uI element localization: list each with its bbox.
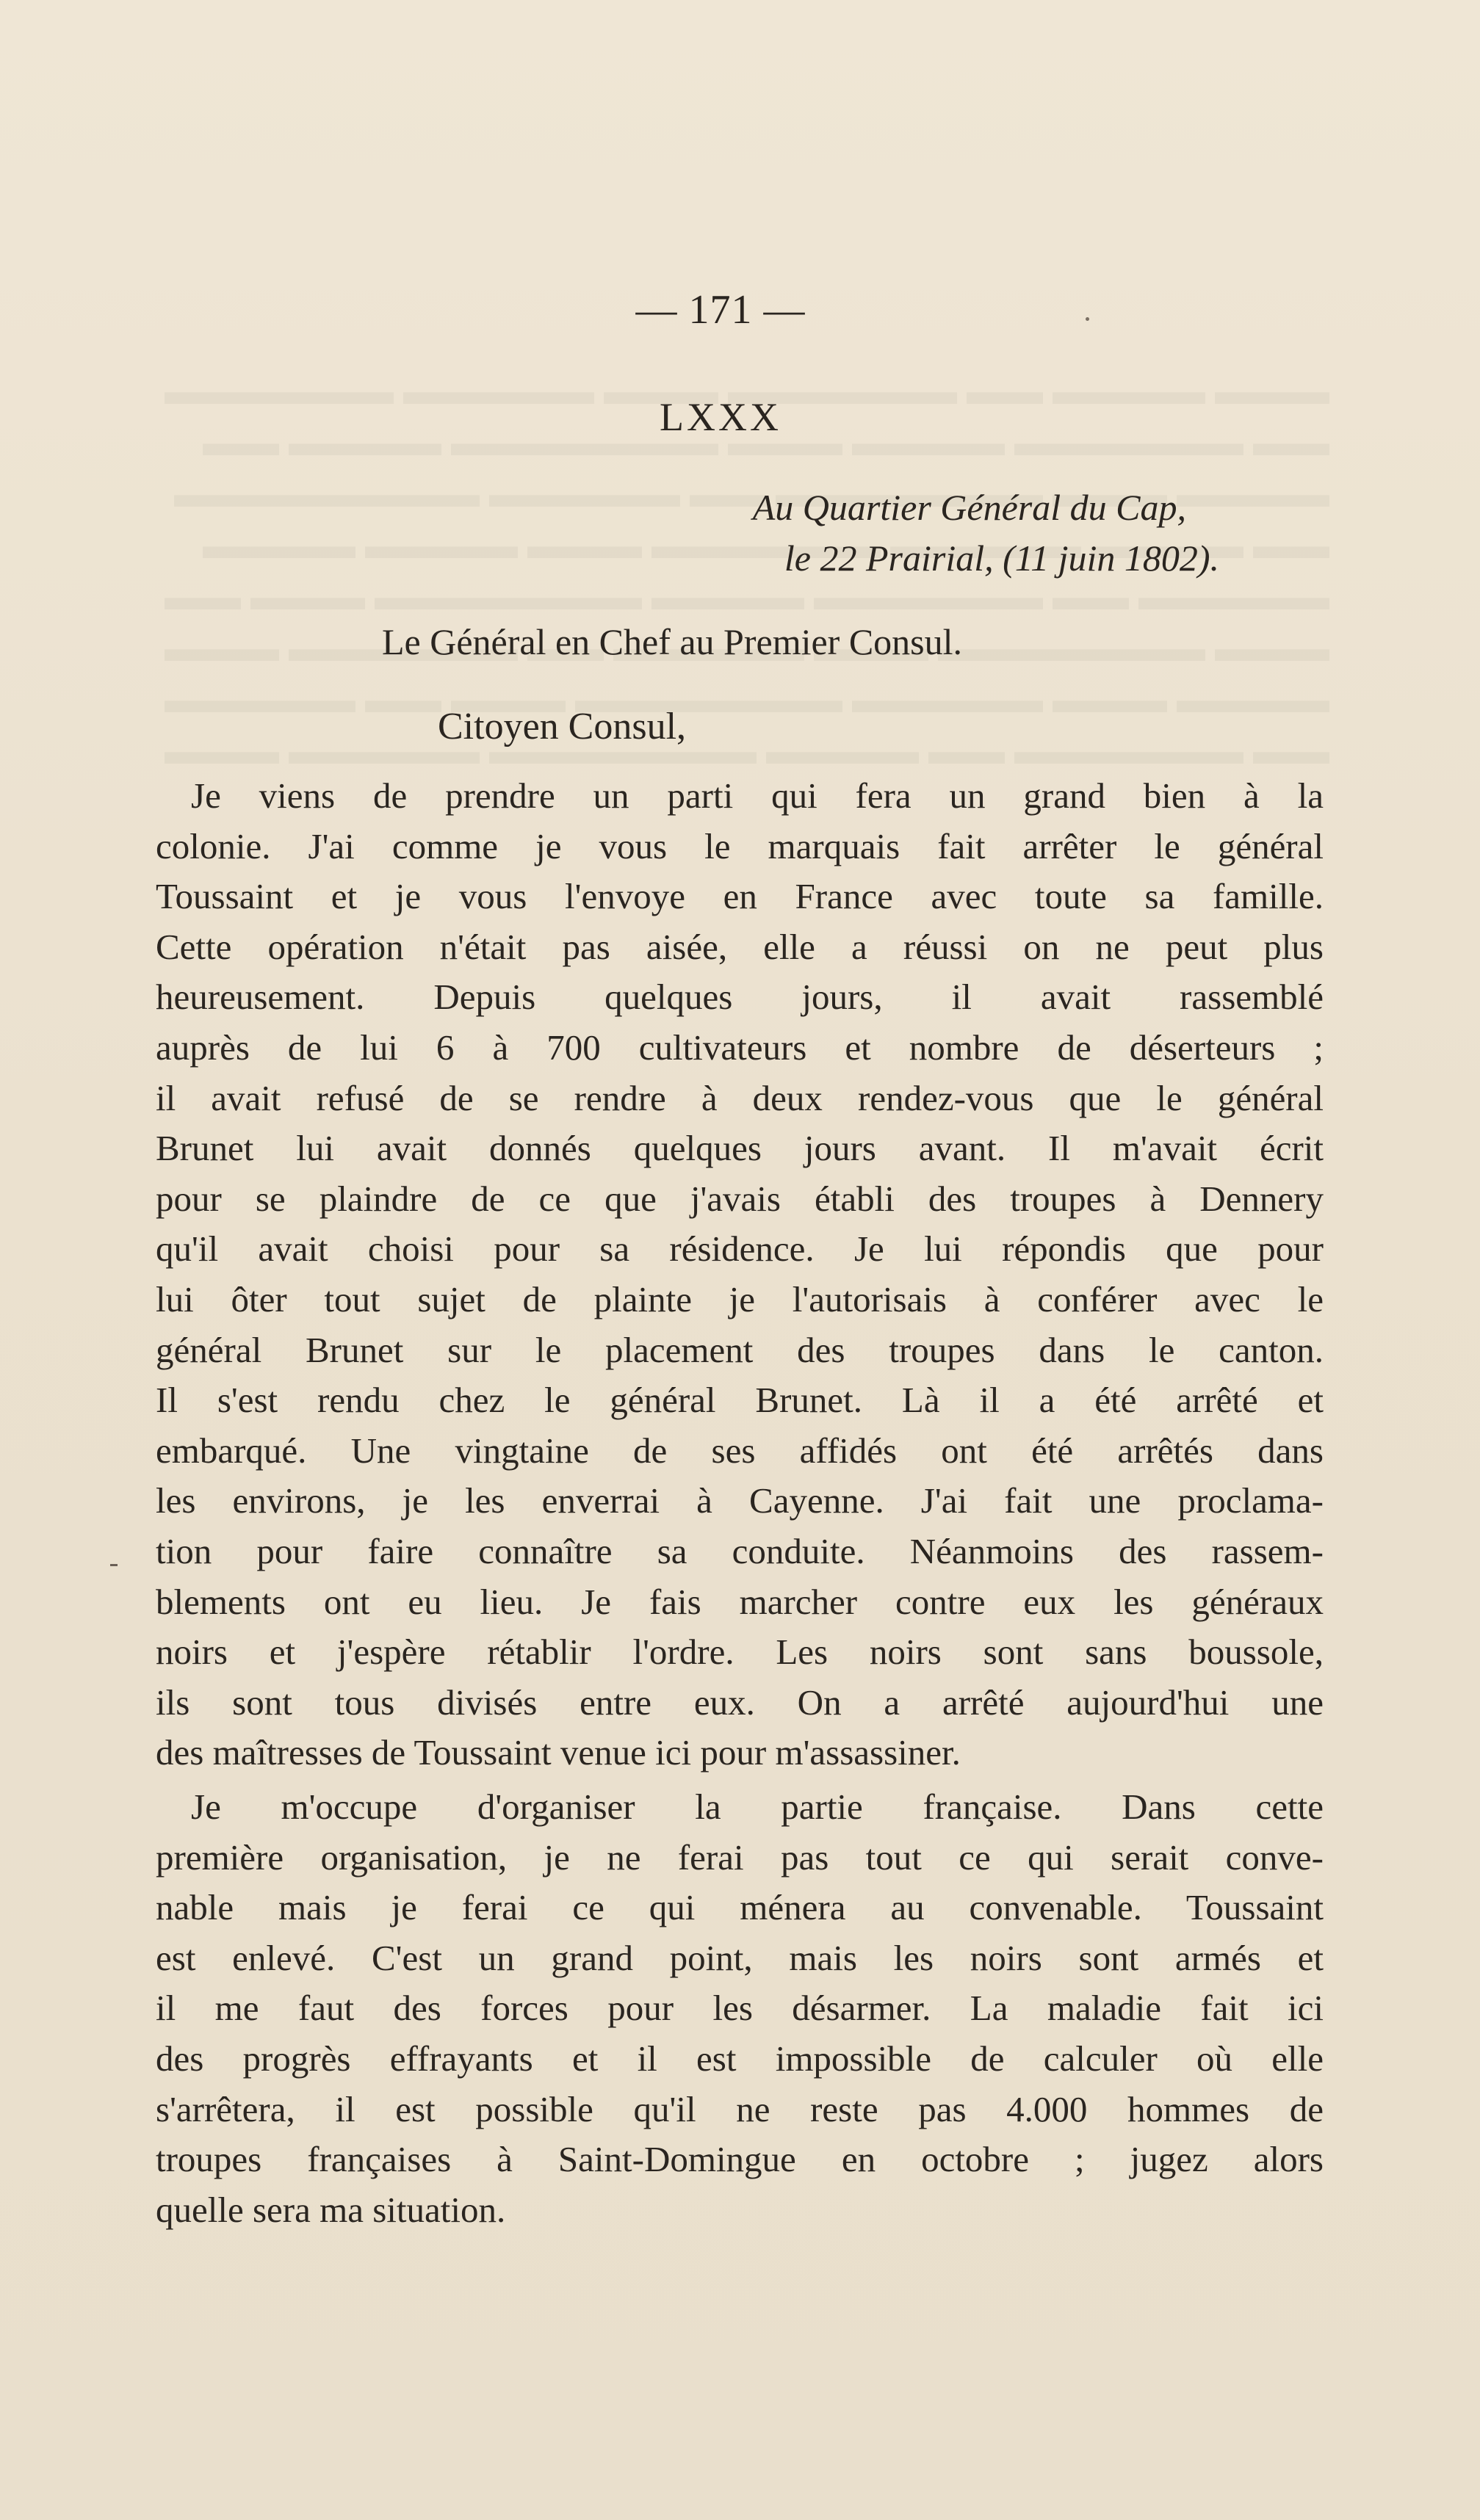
salutation: Citoyen Consul,	[438, 706, 687, 747]
bleed-through-texture	[154, 676, 1329, 725]
text-line: nable mais je ferai ce qui ménera au convenable. Toussaint	[156, 1887, 1324, 1928]
text-line: quelle sera ma situation.	[156, 2189, 506, 2230]
letter-address: Le Général en Chef au Premier Consul.	[382, 621, 963, 662]
text-line: des progrès effrayants et il est impossible de calculer où elle	[156, 2038, 1324, 2079]
text-line: troupes françaises à Saint-Domingue en octobre ; jugez alors	[156, 2139, 1324, 2180]
text-line: s'arrêtera, il est possible qu'il ne reste pas 4.000 hommes de	[156, 2088, 1324, 2129]
printing-speck	[1086, 317, 1089, 321]
text-line: colonie. J'ai comme je vous le marquais fait arrêter le général	[156, 825, 1324, 866]
bleed-through-texture	[154, 727, 1329, 777]
text-line: des maîtresses de Toussaint venue ici pour m'assassiner.	[156, 1732, 961, 1773]
text-line: pour se plaindre de ce que j'avais établi des troupes à Dennery	[156, 1178, 1324, 1219]
text-line: Je m'occupe d'organiser la partie française. Dans cette	[191, 1786, 1324, 1827]
text-line: auprès de lui 6 à 700 cultivateurs et nombre de déserteurs ;	[156, 1027, 1324, 1068]
text-line: Il s'est rendu chez le général Brunet. Là il a été arrêté et	[156, 1380, 1324, 1421]
dateline-place: Au Quartier Général du Cap,	[752, 487, 1186, 528]
text-line: blements ont eu lieu. Je fais marcher contre eux les généraux	[156, 1581, 1324, 1622]
text-line: Brunet lui avait donnés quelques jours avant. Il m'avait écrit	[156, 1128, 1324, 1169]
text-line: est enlevé. C'est un grand point, mais les noirs sont armés et	[156, 1937, 1324, 1978]
text-line: il me faut des forces pour les désarmer. La maladie fait ici	[156, 1988, 1324, 2029]
text-line: les environs, je les enverrai à Cayenne. J'ai fait une proclama-	[156, 1480, 1324, 1521]
text-line: lui ôter tout sujet de plainte je l'autorisais à conférer avec le	[156, 1278, 1324, 1319]
text-line: général Brunet sur le placement des troupes dans le canton.	[156, 1329, 1324, 1370]
text-line: il avait refusé de se rendre à deux rendez-vous que le général	[156, 1077, 1324, 1118]
letter-number-heading: LXXX	[660, 395, 781, 439]
text-line: qu'il avait choisi pour sa résidence. Je lui répondis que pour	[156, 1228, 1324, 1270]
dateline-date: le 22 Prairial, (11 juin 1802).	[784, 537, 1219, 579]
text-line: Cette opération n'était pas aisée, elle a réussi on ne peut plus	[156, 926, 1324, 967]
text-line: première organisation, je ne ferai pas tout ce qui serait conve-	[156, 1836, 1324, 1878]
paragraph-1	[156, 771, 1324, 1778]
paragraph-2	[156, 1782, 1324, 2235]
page-number: — 171 —	[635, 287, 806, 333]
text-line: heureusement. Depuis quelques jours, il avait rassemblé	[156, 977, 1324, 1018]
text-line: noirs et j'espère rétablir l'ordre. Les noirs sont sans boussole,	[156, 1632, 1324, 1673]
margin-mark	[110, 1564, 118, 1566]
text-line: Je viens de prendre un parti qui fera un grand bien à la	[191, 775, 1324, 816]
text-line: ils sont tous divisés entre eux. On a arrêté aujourd'hui une	[156, 1681, 1324, 1723]
text-line: Toussaint et je vous l'envoye en France avec toute sa famille.	[156, 876, 1324, 917]
text-line: embarqué. Une vingtaine de ses affidés ont été arrêtés dans	[156, 1430, 1324, 1471]
text-line: tion pour faire connaître sa conduite. Néanmoins des rassem-	[156, 1530, 1324, 1571]
